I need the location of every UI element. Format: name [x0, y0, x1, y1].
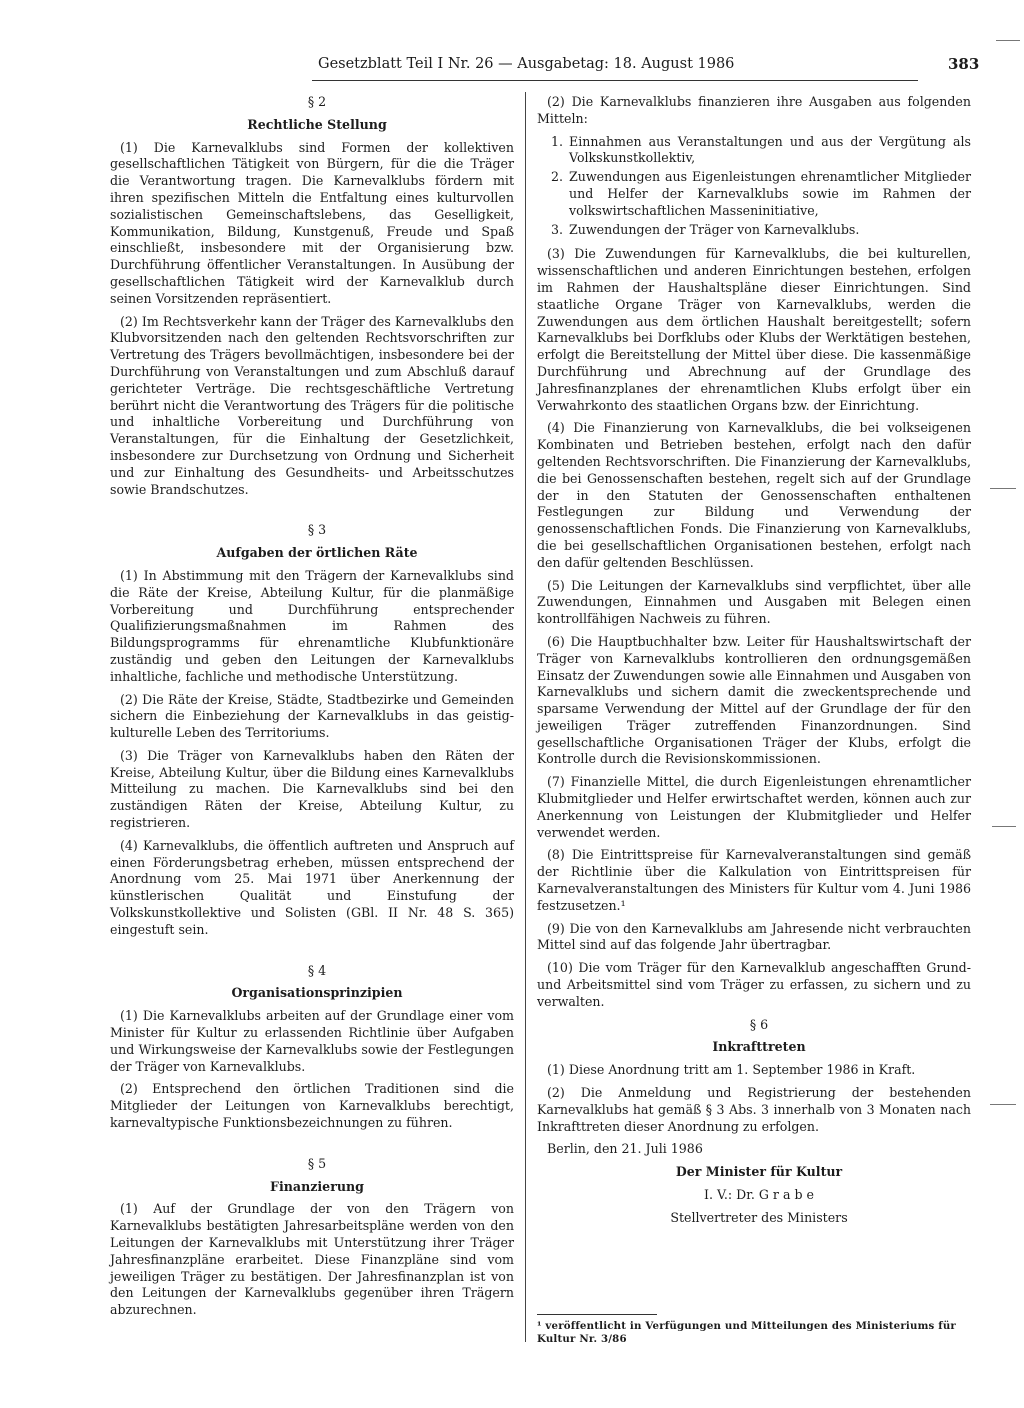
paragraph: (4) Karnevalklubs, die öffentlich auftreten und Anspruch auf einen Förderungsbetrag erheben, müssen entsprechend der Anordnung vom 25. Mai 1971 über Anerkennung der künstlerischen Qualität und Einstufung der Volkskunstkollektive und Solisten (GBl. II Nr. 48 S. 365) eingestuft sein. — [110, 837, 514, 937]
section-title: Aufgaben der örtlichen Räte — [216, 545, 418, 561]
column-divider — [525, 92, 526, 1342]
paragraph: (7) Finanzielle Mittel, die durch Eigenleistungen ehrenamtlicher Klubmitglieder und Helfer erwirtschaftet werden, können auch zur Anerkennung von Leistungen der Klubmitglieder und Helfer verwendet werden. — [537, 774, 971, 840]
section-number: § 3 — [307, 522, 327, 538]
paragraph: (1) In Abstimmung mit den Trägern der Karnevalklubs sind die Räte der Kreise, Abteilung Kultur, für die planmäßige Vorbereitung und Durchführung entsprechender Qualifizierungsmaßnahmen im Rahmen des Bildungsprogramms für ehrenamtliche Klubfunktionäre zuständig und geben den Leitungen der Karnevalklubs inhaltliche, fachliche und methodische Unterstützung. — [110, 567, 514, 684]
paragraph: (2) Die Anmeldung und Registrierung der bestehenden Karnevalklubs hat gemäß § 3 Abs. 3 innerhalb von 3 Monaten nach Inkrafttreten dieser Anordnung zu erfolgen. — [537, 1085, 971, 1134]
paragraph: (9) Die von den Karnevalklubs am Jahresende nicht verbrauchten Mittel sind auf das folgende Jahr übertragbar. — [537, 920, 971, 953]
section-title: Finanzierung — [270, 1178, 364, 1194]
scan-mark — [990, 488, 1016, 489]
paragraph: (2) Entsprechend den örtlichen Traditionen sind die Mitglieder der Leitungen von Karnevalklubs berechtigt, karnevaltypische Funktionsbezeichnungen zu führen. — [110, 1081, 514, 1131]
footnote: ¹ veröffentlicht in Verfügungen und Mitteilungen des Ministeriums für Kultur Nr. 3/86 — [537, 1320, 956, 1345]
section-number: § 6 — [749, 1016, 769, 1032]
signatory-office: Der Minister für Kultur — [675, 1164, 843, 1180]
spacer — [110, 945, 514, 963]
paragraph: (1) Auf der Grundlage der von den Trägern von Karnevalklubs bestätigten Jahresarbeitspläne werden von den Leitungen der Karnevalklubs mit Unterstützung ihrer Träger Jahresfinanzpläne erarbeitet. Diese Finanzpläne sind vom jeweiligen Träger zu bestätigen. Der Jahresfinanzplan ist von den Leitungen der Karnevalklubs gegenüber ihren Trägern abzurechnen. — [110, 1201, 514, 1318]
signatory-name: I. V.: Dr. G r a b e — [704, 1187, 814, 1203]
section-number: § 4 — [307, 962, 327, 978]
paragraph: (6) Die Hauptbuchhalter bzw. Leiter für Haushaltswirtschaft der Träger von Karnevalklubs kontrollieren den ordnungsgemäßen Einsatz der Zuwendungen sowie alle Einnahmen und Ausgaben von Karnevalklubs und sichern damit die zweckentsprechende und sparsame Verwendung der Mittel auf der Grundlage der für den jeweiligen Träger zutreffenden Finanzordnungen. Sind gesellschaftliche Organisationen Träger der Klubs, erfolgt die Kontrolle durch die Revisionskommissionen. — [537, 633, 971, 767]
list-item: 3. Zuwendungen der Träger von Karnevalklubs. — [567, 222, 971, 239]
scan-mark — [992, 826, 1016, 827]
section-number: § 5 — [307, 1155, 327, 1171]
paragraph: (10) Die vom Träger für den Karnevalklub angeschafften Grund- und Arbeitsmittel sind vom Träger zu erfassen, zu sichern und zu verwalten. — [537, 960, 971, 1009]
paragraph: (2) Die Karnevalklubs finanzieren ihre Ausgaben aus folgenden Mitteln: — [537, 94, 971, 126]
paragraph: (5) Die Leitungen der Karnevalklubs sind verpflichtet, über alle Zuwendungen, Einnahmen und Ausgaben mit Belegen einen kontrollfähigen Nachweis zu führen. — [537, 577, 971, 627]
header-title: Gesetzblatt Teil I Nr. 26 — Ausgabetag: 18. August 1986 — [318, 56, 735, 72]
signatory-role: Stellvertreter des Ministers — [670, 1209, 848, 1225]
scan-mark — [996, 40, 1020, 41]
place-date: Berlin, den 21. Juli 1986 — [547, 1141, 703, 1157]
page-number: 383 — [948, 55, 980, 73]
list-item: 1. Einnahmen aus Veranstaltungen und aus der Vergütung als Volkskunstkollektiv, — [567, 134, 971, 168]
paragraph: (1) Die Karnevalklubs sind Formen der kollektiven gesellschaftlichen Tätigkeit von Bürgern, für die die Träger die Verantwortung tragen. Die Karnevalklubs fördern mit ihren spezifischen Mitteln die Entfaltung eines kulturvollen sozialistischen Gemeinschaftslebens, das Geselligkeit, Kommunikation, Bildung, Kunstgenuß, Freude und Spaß einschließt, insbesondere mit der Organisierung bzw. Durchführung öffentlicher Veranstaltungen. In Ausübung der gesellschaftlichen Tätigkeit wird der Karnevalklub durch seinen Vorsitzenden repräsentiert. — [110, 139, 514, 306]
paragraph: (2) Die Räte der Kreise, Städte, Stadtbezirke und Gemeinden sichern die Einbeziehung der Karnevalklubs in das geistig-kulturelle Leben des Territoriums. — [110, 691, 514, 741]
paragraph: (1) Die Karnevalklubs arbeiten auf der Grundlage einer vom Minister für Kultur zu erlassenden Richtlinie über Aufgaben und Wirkungsweise der Karnevalklubs sowie der Festlegungen der Träger von Karnevalklubs. — [110, 1008, 514, 1074]
page-header — [0, 52, 1024, 76]
funding-sources-list — [537, 134, 971, 239]
left-column — [110, 94, 514, 1325]
footnote-rule — [537, 1314, 657, 1315]
paragraph: (8) Die Eintrittspreise für Karnevalveranstaltungen sind gemäß der Richtlinie über die Kalkulation von Eintrittspreisen für Karnevalveranstaltungen des Ministers für Kultur vom 4. Juni 1986 festzusetzen.¹ — [537, 847, 971, 913]
scan-mark — [990, 1104, 1016, 1105]
section-title: Rechtliche Stellung — [247, 116, 387, 132]
header-rule — [312, 80, 918, 81]
section-number: § 2 — [307, 94, 327, 109]
spacer — [110, 504, 514, 522]
section-title: Organisationsprinzipien — [231, 985, 403, 1001]
paragraph: (4) Die Finanzierung von Karnevalklubs, die bei volkseigenen Kombinaten und Betrieben bestehen, erfolgt nach den dafür geltenden Rechtsvorschriften. Die Finanzierung der Karnevalklubs, die bei Genossenschaften bestehen, regelt sich auf der Grundlage der in den Statuten der Genossenschaften enthaltenen Festlegungen zur Bildung und Verwendung der genossenschaftlichen Fonds. Die Finanzierung von Karnevalklubs, die bei gesellschaftlichen Organisationen bestehen, erfolgt nach den dafür geltenden Beschlüssen. — [537, 420, 971, 570]
paragraph: (2) Im Rechtsverkehr kann der Träger des Karnevalklubs den Klubvorsitzenden nach den geltenden Rechtsvorschriften zur Vertretung des Trägers bevollmächtigen, insbesondere bei der Durchführung von Veranstaltungen und zum Abschluß darauf gerichteter Verträge. Die rechtsgeschäftliche Vertretung berührt nicht die Verantwortung des Trägers für die politische und inhaltliche Vorbereitung und Durchführung von Veranstaltungen, für die Einhaltung der Gesetzlichkeit, insbesondere zur Durchsetzung von Ordnung und Sicherheit und zur Einhaltung des Gesundheits- und Arbeitsschutzes sowie Brandschutzes. — [110, 313, 514, 497]
paragraph: (3) Die Zuwendungen für Karnevalklubs, die bei kulturellen, wissenschaftlichen und anderen Einrichtungen bestehen, erfolgen im Rahmen der Haushaltspläne dieser Einrichtungen. Sind staatliche Organe Träger von Karnevalklubs, werden die Zuwendungen aus dem örtlichen Haushalt bereitgestellt; sofern Karnevalklubs bei Dorfklubs oder Klubs der Werktätigen bestehen, erfolgt die Bereitstellung der Mittel über diese. Die kassenmäßige Durchführung und Abrechnung auf der Grundlage des Jahresfinanzplanes der ehrenamtlichen Klubs erfolgt über ein Verwahrkonto des staatlichen Organs bzw. der Einrichtung. — [537, 246, 971, 413]
list-item: 2. Zuwendungen aus Eigenleistungen ehrenamtlicher Mitglieder und Helfer der Karnevalklubs sowie im Rahmen der volkswirtschaftlichen Masseninitiative, — [567, 169, 971, 219]
spacer — [110, 1138, 514, 1156]
paragraph: (1) Diese Anordnung tritt am 1. September 1986 in Kraft. — [547, 1062, 916, 1078]
section-title: Inkrafttreten — [712, 1039, 806, 1055]
right-column — [537, 94, 971, 1233]
paragraph: (3) Die Träger von Karnevalklubs haben den Räten der Kreise, Abteilung Kultur, über die Bildung eines Karnevalklubs Mitteilung zu machen. Die Karnevalklubs sind bei den zuständigen Räten der Kreise, Abteilung Kultur, zu registrieren. — [110, 747, 514, 831]
